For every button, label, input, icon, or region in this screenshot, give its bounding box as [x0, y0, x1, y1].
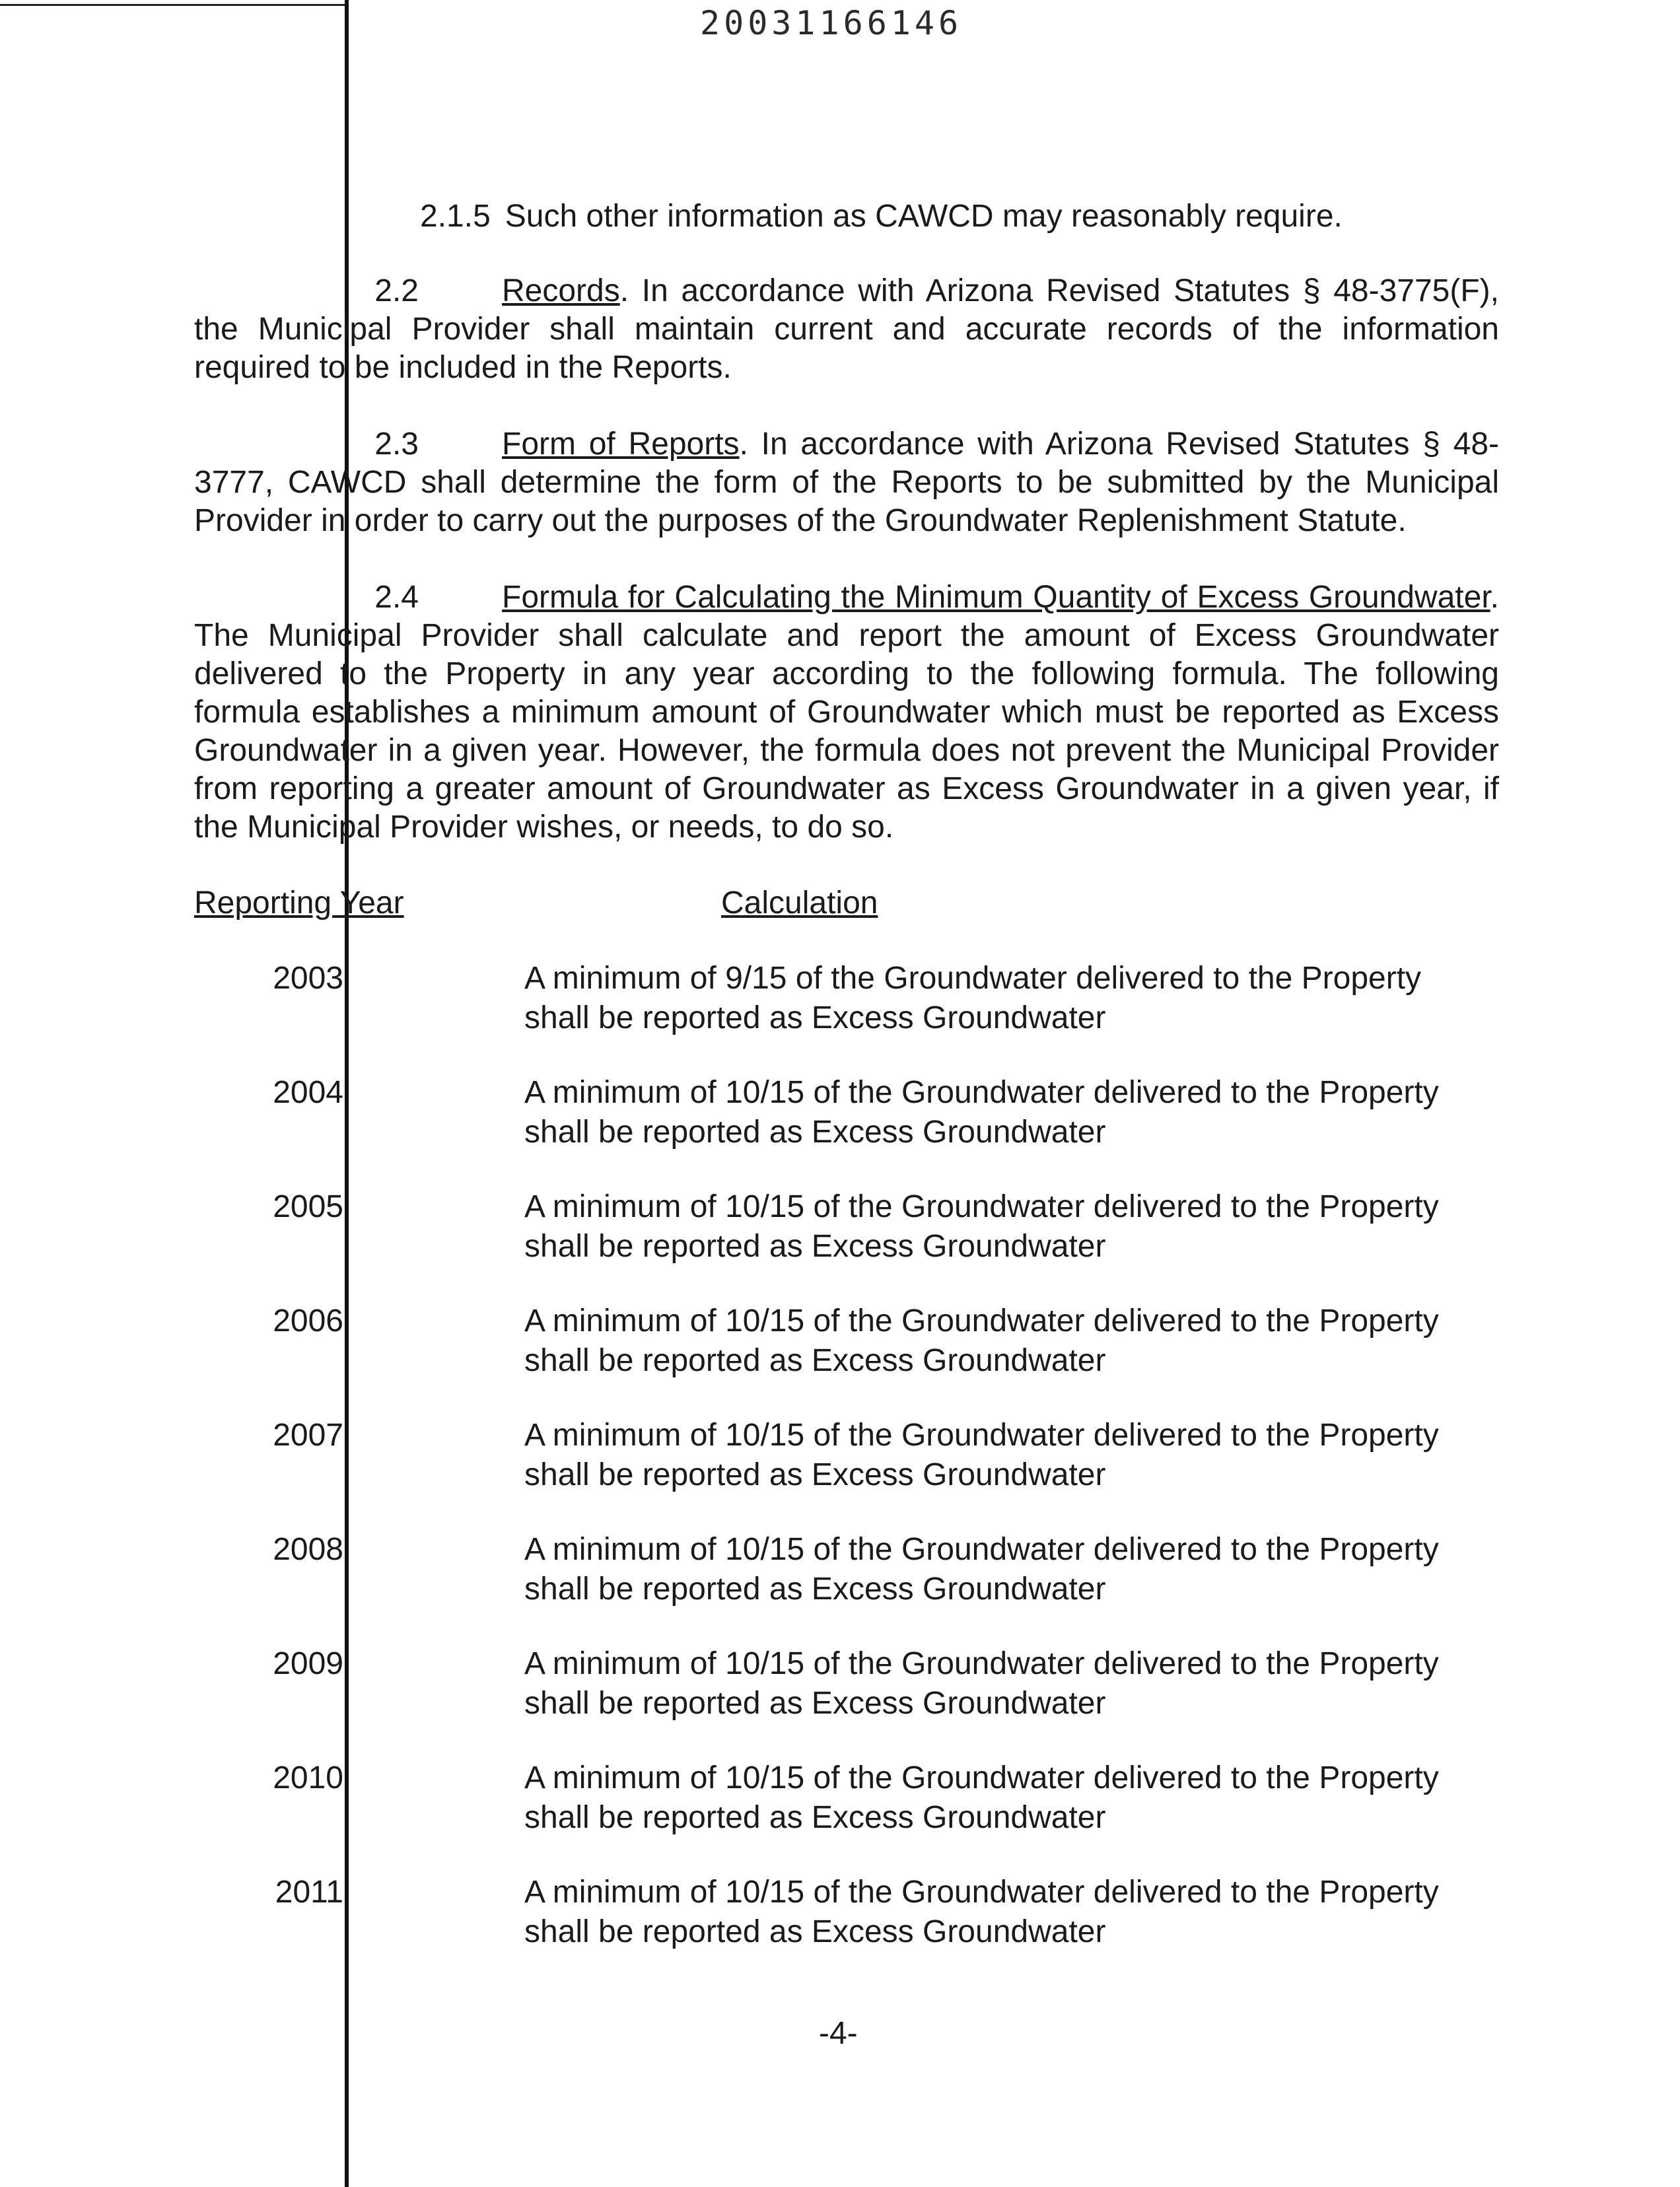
section-2-2 — [194, 272, 1499, 387]
row-calculation: A minimum of 10/15 of the Groundwater delivered to the Property shall be reported as Excess Groundwater — [524, 1875, 1439, 1949]
column-header-reporting-year: Reporting Year — [194, 885, 404, 920]
row-calculation: A minimum of 10/15 of the Groundwater delivered to the Property shall be reported as Excess Groundwater — [524, 1418, 1439, 1492]
section-title: Form of Reports — [502, 427, 740, 462]
section-body: . In accordance with Arizona Revised Statutes § 48-3775(F), the Municipal Provider shall maintain current and accurate records of the information required to be included in the Reports. — [194, 273, 1499, 385]
row-calculation: A minimum of 10/15 of the Groundwater delivered to the Property shall be reported as Excess Groundwater — [524, 1303, 1439, 1378]
row-year: 2005 — [273, 1189, 343, 1224]
row-calculation: A minimum of 10/15 of the Groundwater delivered to the Property shall be reported as Excess Groundwater — [524, 1532, 1439, 1607]
row-year: 2004 — [273, 1075, 343, 1110]
row-year: 2006 — [273, 1303, 343, 1338]
row-calculation: A minimum of 10/15 of the Groundwater delivered to the Property shall be reported as Excess Groundwater — [524, 1075, 1439, 1150]
row-calculation: A minimum of 10/15 of the Groundwater delivered to the Property shall be reported as Excess Groundwater — [524, 1189, 1439, 1264]
section-2-3 — [194, 425, 1499, 540]
section-title: Formula for Calculating the Minimum Quantity of Excess Groundwater — [502, 580, 1490, 615]
row-calculation: A minimum of 9/15 of the Groundwater delivered to the Property shall be reported as Excess Groundwater — [524, 961, 1422, 1035]
row-calculation: A minimum of 10/15 of the Groundwater delivered to the Property shall be reported as Excess Groundwater — [524, 1646, 1439, 1721]
row-year: 2007 — [273, 1418, 343, 1453]
scan-artifact-top-line — [0, 4, 347, 6]
recording-number: 20031166146 — [700, 4, 963, 42]
section-body: . In accordance with Arizona Revised Statutes § 48-3777, CAWCD shall determine the form of the Reports to be submitted by the Municipal Provider in order to carry out the purposes of the Groundwater Replenishment Statute. — [194, 427, 1500, 538]
section-body: . The Municipal Provider shall calculate and report the amount of Excess Groundwater delivered to the Property in any year according to the following formula. The following formula establishes a minimum amount of Groundwater which must be reported as Excess Groundwater in a given year. However, the formula does not prevent the Municipal Provider from reporting a greater amount of Groundwater as Excess Groundwater in a given year, if the Municipal Provider wishes, or needs, to do so. — [194, 580, 1499, 845]
section-number: 2.2 — [374, 273, 419, 308]
row-calculation: A minimum of 10/15 of the Groundwater delivered to the Property shall be reported as Excess Groundwater — [524, 1760, 1439, 1835]
section-2-4 — [194, 578, 1499, 847]
row-year: 2010 — [273, 1760, 343, 1795]
row-year: 2008 — [273, 1532, 343, 1567]
section-title: Records — [502, 273, 620, 308]
section-number: 2.3 — [374, 427, 419, 462]
row-year: 2011 — [275, 1875, 343, 1910]
item-2-1-5-number: 2.1.5 — [420, 199, 491, 234]
column-header-calculation: Calculation — [721, 885, 878, 920]
row-year: 2003 — [273, 961, 343, 996]
section-number: 2.4 — [374, 580, 419, 615]
item-2-1-5-text: Such other information as CAWCD may reasonably require. — [505, 199, 1343, 234]
item-2-1-5 — [420, 198, 1343, 234]
row-year: 2009 — [273, 1646, 343, 1681]
page-number: -4- — [819, 2016, 858, 2051]
